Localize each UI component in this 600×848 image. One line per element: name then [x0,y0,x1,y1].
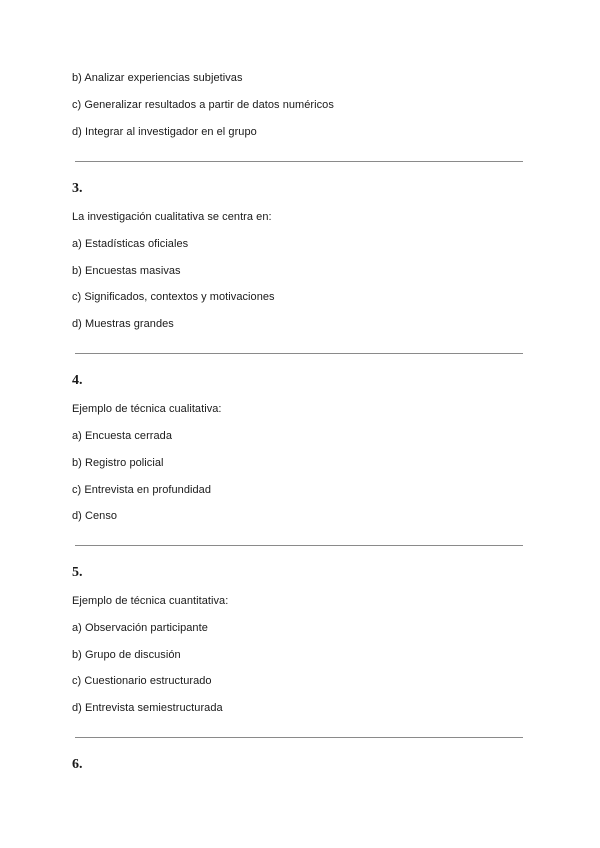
q2-option-b: b) Analizar experiencias subjetivas [72,72,243,84]
q5-option-c: c) Cuestionario estructurado [72,675,212,687]
q3-option-d: d) Muestras grandes [72,318,174,330]
question-3-number: 3. [72,181,83,196]
q3-option-b: b) Encuestas masivas [72,265,181,277]
question-3-prompt: La investigación cualitativa se centra en: [72,211,272,223]
q4-option-a: a) Encuesta cerrada [72,430,173,442]
question-4-prompt: Ejemplo de técnica cualitativa: [72,403,222,415]
question-5-number: 5. [72,565,83,580]
separator [75,737,523,738]
q5-option-d: d) Entrevista semiestructurada [72,702,223,714]
separator [75,545,523,546]
q4-option-c: c) Entrevista en profundidad [72,484,211,496]
q5-option-b: b) Grupo de discusión [72,649,181,661]
q2-option-c: c) Generalizar resultados a partir de datos numéricos [72,99,334,111]
q4-option-b: b) Registro policial [72,457,164,469]
question-6-number: 6. [72,757,83,772]
q3-option-c: c) Significados, contextos y motivaciones [72,291,275,303]
q5-option-a: a) Observación participante [72,622,208,634]
q4-option-d: d) Censo [72,510,118,522]
question-4-number: 4. [72,373,83,388]
q2-option-d: d) Integrar al investigador en el grupo [72,126,257,138]
separator [75,161,523,162]
separator [75,353,523,354]
q3-option-a: a) Estadísticas oficiales [72,238,189,250]
question-5-prompt: Ejemplo de técnica cuantitativa: [72,595,229,607]
